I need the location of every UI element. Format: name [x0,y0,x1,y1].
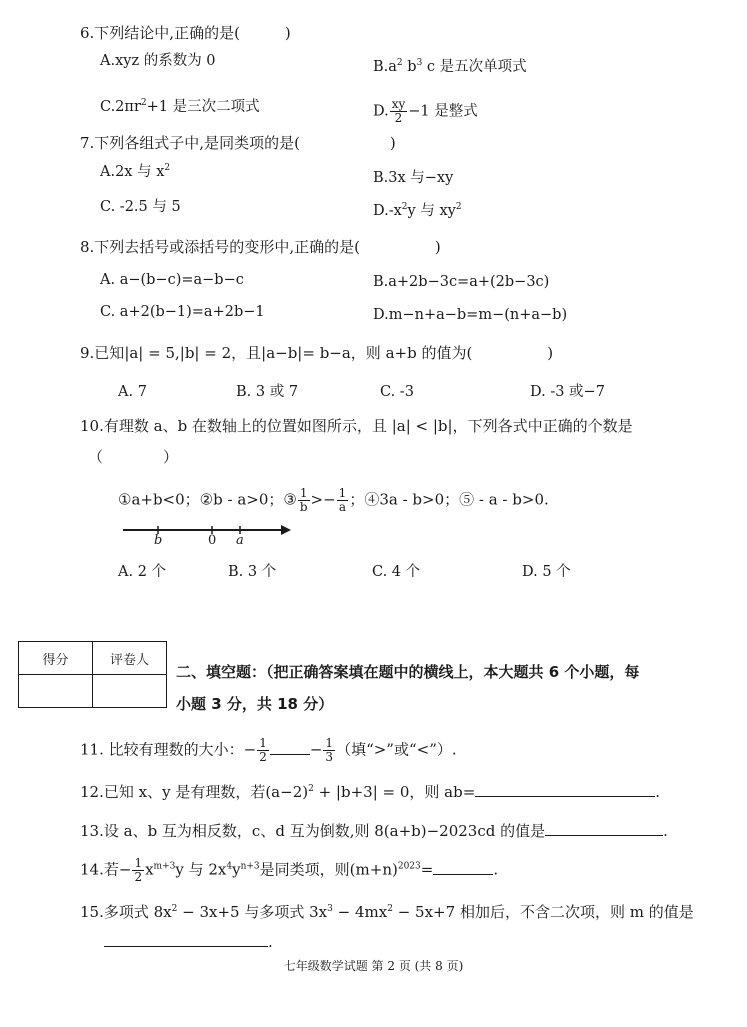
q7-stem: 7.下列各组式子中,是同类项的是( ) [80,134,396,152]
q7-option-c[interactable]: C. -2.5 与 5 [100,199,181,215]
q10-items: ①a+b<0；②b - a>0；③ $\frac{1}{b}$ >− $\frac{1}{a}$ ；④3a - b>0；⑤ - a - b>0. [118,486,549,514]
axis-label-0: 0 [208,533,217,548]
q6-option-b[interactable]: $B.a^2$ $b^3$ c 是五次单项式 [373,58,527,75]
q8-option-a[interactable]: A. a−(b−c)=a−b−c [100,272,244,288]
grader-cell[interactable] [93,675,167,708]
q11: 11. 比较有理数的大小：− $\frac{1}{2}$ − $\frac{1}{3}$ （填“>”或“<”）. [80,736,457,764]
q10-option-b[interactable]: B. 3 个 [228,564,277,580]
q10-stem: 10.有理数 a、b 在数轴上的位置如图所示，且 |a| < |b|，下列各式中正确的个数是 [80,417,633,435]
score-table [18,641,167,708]
q9-stem: 9.已知|a| = 5,|b| = 2，且|a−b|= b−a，则 a+b 的值为( ) [80,344,554,362]
q9-option-d[interactable]: D. -3 或−7 [530,384,605,400]
q7-option-d[interactable]: $D.-x^2y$ 与 $xy^2$ [373,202,462,219]
axis-label-a: a [236,533,244,548]
q14: 14.若− $\frac{1}{2}$ $x^{m+3}y$ 与 $2x^4y^{n+3}$是同类项，则$(m+n)^{2023}=$ . [80,856,499,884]
q6-option-d[interactable]: D. $\frac{xy}{2}$ −1 是整式 [373,97,478,125]
q6-stem: 6.下列结论中,正确的是( ) [80,24,291,42]
q10-paren: （ ） [88,448,179,466]
q9-option-c[interactable]: C. -3 [380,384,414,400]
section2-heading: 二、填空题：（把正确答案填在题中的横线上，本大题共 6 个小题，每 [176,663,640,681]
score-cell[interactable] [19,675,93,708]
section2-heading-cont: 小题 3 分，共 18 分） [176,695,334,713]
q15-answer: . [104,932,273,951]
q12-blank[interactable] [475,782,655,797]
q12: 12.已知 x、y 是有理数，若$(a-2)^2 + |b+3| = 0$，则 ab= . [80,783,661,801]
q14-blank[interactable] [433,860,493,875]
grader-header: 评卷人 [93,642,167,675]
q8-stem: 8.下列去括号或添括号的变形中,正确的是( ) [80,238,441,256]
q6-option-c[interactable]: $C.2\pi r^2+1$ 是三次二项式 [100,98,260,115]
q8-option-d[interactable]: D.m−n+a−b=m−(n+a−b) [373,307,568,323]
page-footer: 七年级数学试题 第 2 页 (共 8 页) [283,959,464,973]
q6-option-a[interactable]: A.xyz 的系数为 0 [100,53,216,69]
q15-blank[interactable] [104,932,268,947]
q7-option-a[interactable]: A.2x 与 $x^2$ [100,163,171,180]
axis-label-b: b [154,533,163,548]
q10-option-c[interactable]: C. 4 个 [372,564,421,580]
q8-option-b[interactable]: B.a+2b−3c=a+(2b−3c) [373,274,550,290]
q13-blank[interactable] [545,821,663,836]
q10-option-d[interactable]: D. 5 个 [522,564,571,580]
q7-option-b[interactable]: B.3x 与−xy [373,170,454,186]
q8-option-c[interactable]: C. a+2(b−1)=a+2b−1 [100,304,265,320]
q9-option-b[interactable]: B. 3 或 7 [236,384,299,400]
score-header: 得分 [19,642,93,675]
q11-blank[interactable] [270,740,310,755]
q15: 15.多项式 $8x^2 - 3x+5$ 与多项式 $3x^3 - 4mx^2 - 5x+7$ 相加后，不含二次项，则 m 的值是 [80,903,694,921]
q13: 13.设 a、b 互为相反数，c、d 互为倒数,则 8(a+b)−2023cd 的值是 . [80,822,668,840]
q9-option-a[interactable]: A. 7 [118,384,147,400]
q10-option-a[interactable]: A. 2 个 [118,564,167,580]
